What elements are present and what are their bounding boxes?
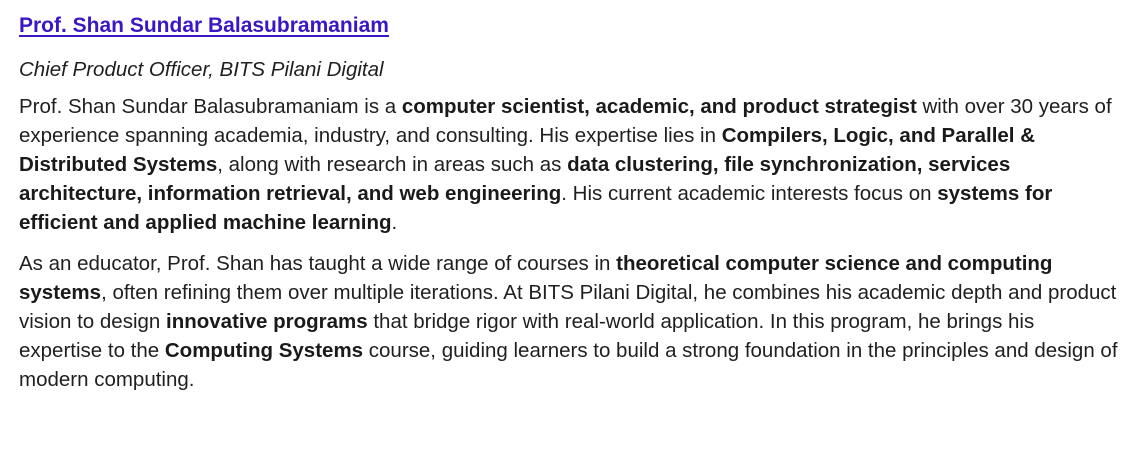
bio-highlight: innovative programs — [166, 310, 368, 333]
bio-highlight: Compilers, Logic, and Parallel & Distributed Systems — [19, 124, 1035, 176]
bio-text: with over 30 years of experience spanning academia, industry, and consulting. His expertise lies in — [19, 95, 1112, 147]
bio-highlight: Computing Systems — [164, 339, 364, 362]
bio-paragraph-1 — [19, 92, 1119, 237]
bio-text: . His current academic interests focus on — [561, 182, 938, 205]
bio-paragraph-2 — [19, 249, 1119, 394]
bio-text: course, guiding learners to build a strong foundation in the principles and design of modern computing. — [19, 339, 1118, 391]
faculty-title: Chief Product Officer, BITS Pilani Digital — [19, 58, 384, 81]
bio-text: , along with research in areas such as — [217, 153, 568, 176]
bio-highlight: data clustering, file synchronization, services architecture, information retrieval, and web engineering — [19, 153, 1011, 205]
bio-highlight: systems for efficient and applied machine learning — [19, 182, 1053, 234]
bio-text: As an educator, Prof. Shan has taught a wide range of courses in — [19, 252, 617, 275]
bio-highlight: computer scientist, academic, and product strategist — [401, 95, 917, 118]
bio-highlight: theoretical computer science and computing systems — [19, 252, 1053, 304]
bio-text: that bridge rigor with real-world application. In this program, he brings his expertise to the — [19, 310, 1035, 362]
faculty-name-link[interactable]: Prof. Shan Sundar Balasubramaniam — [19, 14, 389, 37]
bio-text: Prof. Shan Sundar Balasubramaniam is a — [19, 95, 402, 118]
bio-text: , often refining them over multiple iterations. At BITS Pilani Digital, he combines his academic depth and product vision to design — [19, 281, 1117, 333]
bio-text: . — [391, 211, 398, 234]
